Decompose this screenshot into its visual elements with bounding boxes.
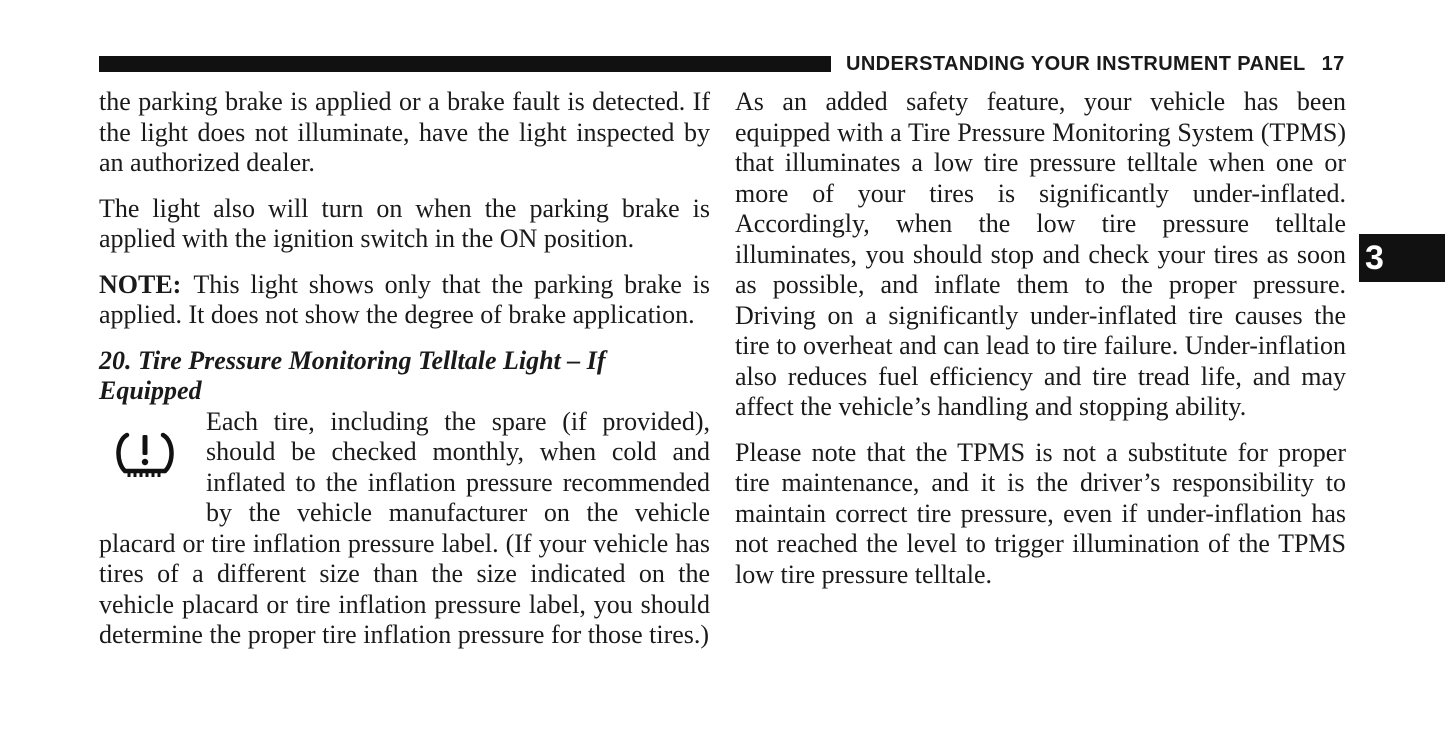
paragraph: The light also will turn on when the parking brake is applied with the ignition switch in the ON position. (99, 193, 710, 253)
header-rule (99, 56, 831, 72)
paragraph: Please note that the TPMS is not a substitute for proper tire maintenance, and it is the driver’s responsibility to maintain correct tire pressure, even if under-inflation has not reached the level to trigger illumination of the TPMS low tire pressure telltale. (735, 437, 1346, 589)
paragraph: As an added safety feature, your vehicle has been equipped with a Tire Pressure Monitoring System (TPMS) that illuminates a low tire pressure telltale when one or more of your tires is significantly under-inflated. Accordingly, when the low tire pressure telltale illuminates, you should stop and check your tires as soon as possible, and inflate them to the proper pressure. Driving on a significantly under-inflated tire causes the tire to overheat and can lead to tire failure. Under-inflation also reduces fuel efficiency and tire tread life, and may affect the vehicle’s handling and stopping ability. (735, 87, 1346, 421)
note-label: NOTE: (99, 269, 182, 299)
right-column (735, 87, 1346, 605)
section-body: Each tire, including the spare (if provided), should be checked monthly, when cold and inflated to the inflation pressure recommended by the vehicle manufacturer on the vehicle placard or tire inflation pressure label. (If your vehicle has tires of a different size than the size indicated on the vehicle placard or tire inflation pressure label, you should determine the proper tire inflation pressure for those tires.) (99, 406, 710, 649)
note-paragraph (99, 270, 710, 331)
page-number: 17 (1321, 53, 1345, 75)
chapter-tab: 3 (1359, 234, 1445, 282)
tpms-warning-icon (114, 427, 176, 483)
tpms-icon-wrap (99, 407, 206, 499)
note-text: This light shows only that the parking brake is applied. It does not show the degree of brake application. (99, 269, 710, 329)
running-header (846, 51, 1346, 77)
section-heading: 20. Tire Pressure Monitoring Telltale Light – If Equipped (99, 345, 606, 405)
paragraph: the parking brake is applied or a brake fault is detected. If the light does not illuminate, have the light inspected by an authorized dealer. (99, 87, 710, 177)
header-title: UNDERSTANDING YOUR INSTRUMENT PANEL (846, 53, 1306, 75)
left-column (99, 87, 710, 666)
